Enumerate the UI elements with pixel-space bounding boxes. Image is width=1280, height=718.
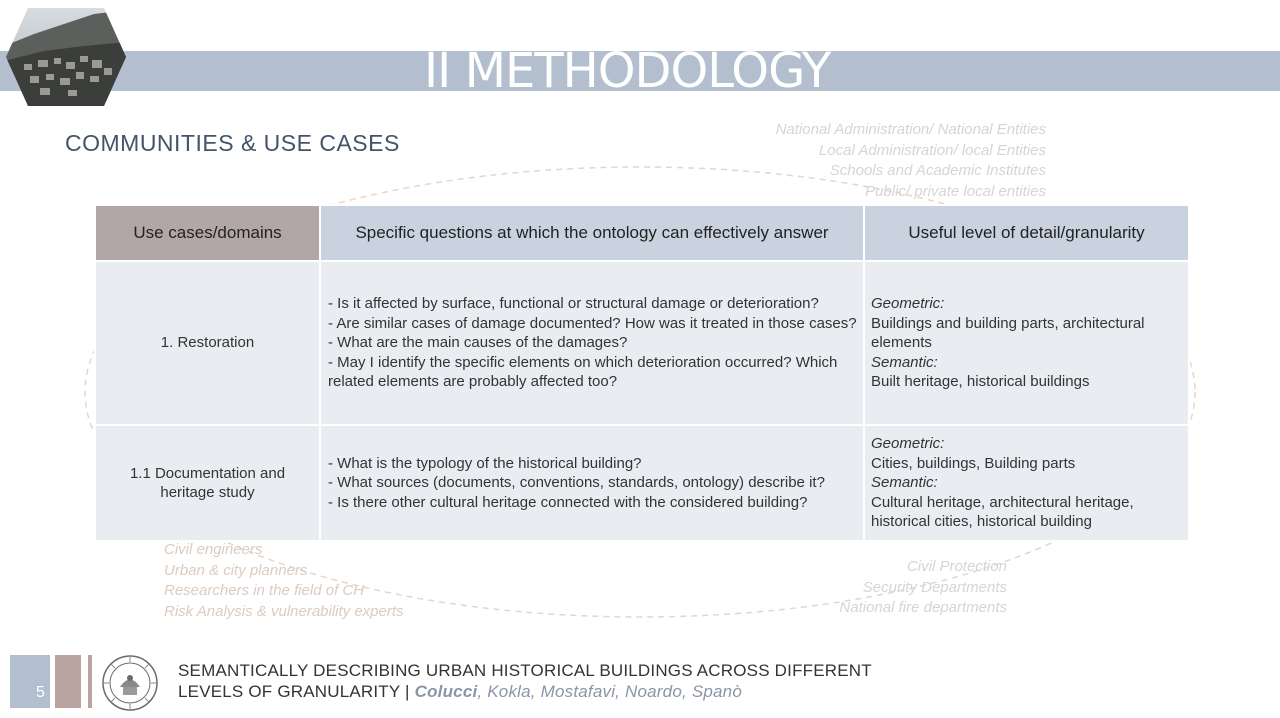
community-item: Researchers in the field of CH xyxy=(164,582,365,599)
page-number: 5 xyxy=(36,684,45,701)
geometric-label: Geometric: xyxy=(871,435,945,453)
table-row xyxy=(95,425,1189,541)
footer-title-prefix: LEVELS OF GRANULARITY | xyxy=(178,682,415,701)
community-item: Risk Analysis & vulnerability experts xyxy=(164,602,404,620)
column-header-use-cases: Use cases/domains xyxy=(95,205,320,261)
footer-title-line2 xyxy=(178,681,872,702)
geometric-value: Buildings and building parts, architectural elements xyxy=(871,314,1145,352)
question-item: - Is there other cultural heritage connected with the considered building? xyxy=(328,493,808,511)
footer-accent-bar xyxy=(88,655,92,708)
page-title: II METHODOLOGY xyxy=(424,43,831,99)
column-header-granularity: Useful level of detail/granularity xyxy=(864,205,1189,261)
question-item: - What is the typology of the historical building? xyxy=(328,454,642,472)
question-item: - What are the main causes of the damages? xyxy=(328,334,628,352)
community-item: Public/ private local entities xyxy=(865,182,1046,200)
question-item: - What sources (documents, conventions, standards, ontology) describe it? xyxy=(328,474,825,492)
use-case-domain: 1.1 Documentation and heritage study xyxy=(95,425,320,541)
semantic-label: Semantic: xyxy=(871,474,938,492)
geometric-value: Cities, buildings, Building parts xyxy=(871,454,1076,472)
section-subtitle: COMMUNITIES & USE CASES xyxy=(65,130,400,156)
university-seal-icon xyxy=(101,654,159,712)
community-list-right xyxy=(760,557,1007,619)
question-item: - Are similar cases of damage documented? How was it treated in those cases? xyxy=(328,314,857,332)
question-item: - May I identify the specific elements on which deterioration occurred? Which related elements are probably affected too? xyxy=(328,353,838,391)
community-item: Civil engineers xyxy=(164,541,263,558)
footer-lead-author: Colucci xyxy=(414,682,478,701)
footer-accent-bar xyxy=(55,655,81,708)
use-cases-table xyxy=(94,204,1190,542)
community-item: Schools and Academic Institutes xyxy=(829,162,1046,179)
hexagon-photo xyxy=(4,6,128,108)
column-header-questions: Specific questions at which the ontology can effectively answer xyxy=(320,205,864,261)
semantic-label: Semantic: xyxy=(871,353,938,371)
table-header-row xyxy=(95,205,1189,261)
use-case-domain: 1. Restoration xyxy=(95,261,320,425)
footer-other-authors: , Kokla, Mostafavi, Noardo, Spanò xyxy=(477,682,742,701)
use-case-granularity xyxy=(864,261,1189,425)
community-item: Civil Protection xyxy=(906,558,1007,575)
community-item: National Administration/ National Entities xyxy=(775,121,1046,138)
community-list-top xyxy=(700,120,1046,202)
use-case-questions xyxy=(320,261,864,425)
community-item: Local Administration/ local Entities xyxy=(818,141,1046,159)
table-row xyxy=(95,261,1189,425)
footer-title-line1: SEMANTICALLY DESCRIBING URBAN HISTORICAL BUILDINGS ACROSS DIFFERENT xyxy=(178,661,872,680)
community-list-left xyxy=(164,540,404,622)
geometric-label: Geometric: xyxy=(871,295,945,313)
semantic-value: Built heritage, historical buildings xyxy=(871,373,1090,391)
question-item: - Is it affected by surface, functional or structural damage or deterioration? xyxy=(328,295,819,313)
community-item: Security Departments xyxy=(862,578,1007,596)
community-item: National fire departments xyxy=(839,599,1007,616)
footer-citation xyxy=(178,660,872,702)
use-case-granularity xyxy=(864,425,1189,541)
use-case-questions xyxy=(320,425,864,541)
semantic-value: Cultural heritage, architectural heritage, historical cities, historical building xyxy=(871,493,1134,531)
community-item: Urban & city planners xyxy=(164,561,308,579)
